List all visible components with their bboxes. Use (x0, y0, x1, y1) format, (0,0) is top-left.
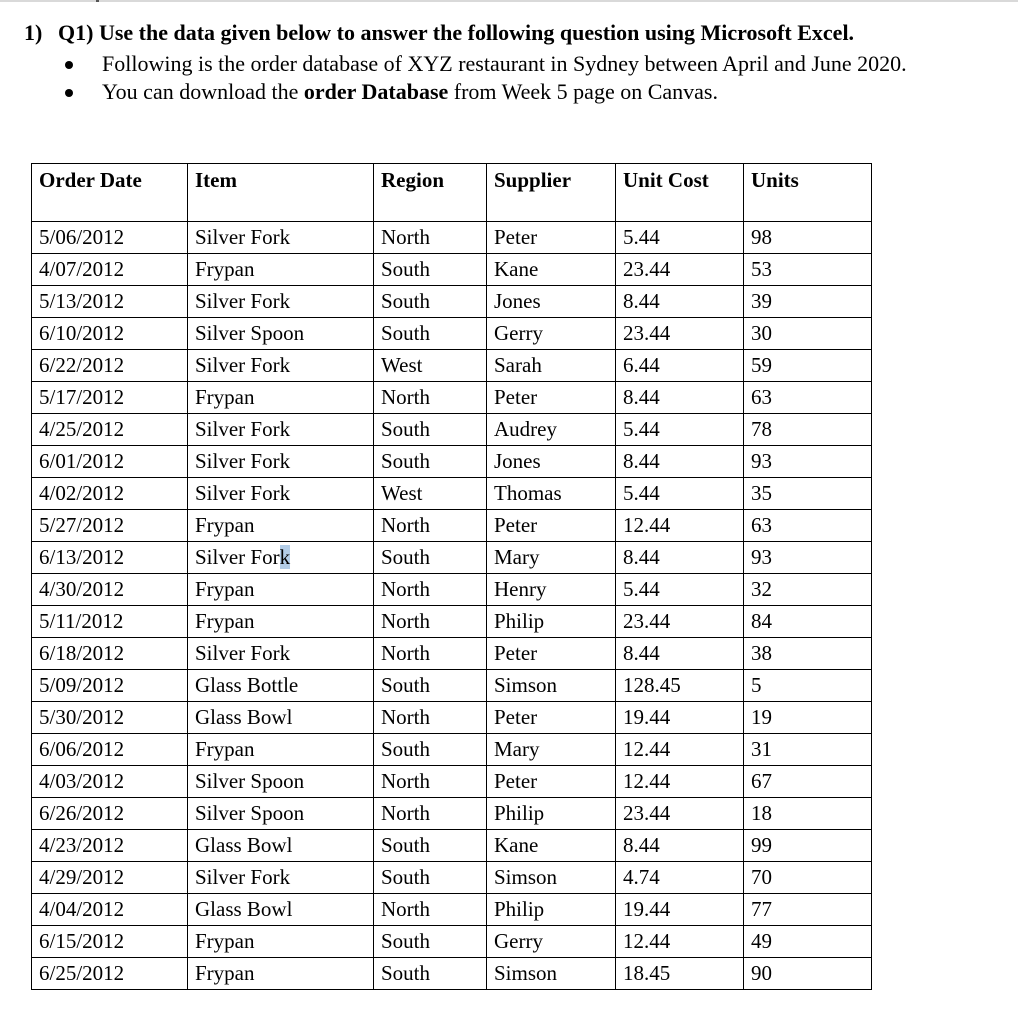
cell-units: 93 (744, 542, 872, 574)
question-heading (24, 20, 854, 46)
cell-item: Silver Fork (188, 286, 374, 318)
cell-units: 78 (744, 414, 872, 446)
cell-units: 70 (744, 862, 872, 894)
cell-units: 18 (744, 798, 872, 830)
cell-unit-cost: 8.44 (616, 446, 744, 478)
cell-supplier: Peter (487, 702, 616, 734)
cell-supplier: Peter (487, 510, 616, 542)
cell-region: North (374, 638, 487, 670)
cell-units: 77 (744, 894, 872, 926)
table-row (32, 254, 872, 286)
cell-unit-cost: 12.44 (616, 510, 744, 542)
cell-item (188, 542, 374, 574)
cell-unit-cost: 23.44 (616, 318, 744, 350)
cell-unit-cost: 8.44 (616, 542, 744, 574)
cell-supplier: Jones (487, 286, 616, 318)
cell-supplier: Philip (487, 606, 616, 638)
cell-item: Silver Spoon (188, 766, 374, 798)
cell-units: 63 (744, 510, 872, 542)
cell-item: Frypan (188, 606, 374, 638)
cell-supplier: Sarah (487, 350, 616, 382)
cell-unit-cost: 8.44 (616, 638, 744, 670)
bullet-icon (65, 61, 73, 69)
cell-item: Silver Fork (188, 446, 374, 478)
header-units: Units (744, 164, 872, 222)
cell-unit-cost: 6.44 (616, 350, 744, 382)
cell-item: Silver Spoon (188, 798, 374, 830)
cell-unit-cost: 5.44 (616, 222, 744, 254)
header-item: Item (188, 164, 374, 222)
cell-unit-cost: 23.44 (616, 606, 744, 638)
cell-item: Silver Fork (188, 862, 374, 894)
cell-supplier: Simson (487, 958, 616, 990)
question-text: Q1) Use the data given below to answer the following question using Microsoft Excel. (58, 20, 855, 45)
instruction-suffix: from Week 5 page on Canvas. (448, 79, 718, 104)
cell-item: Glass Bottle (188, 670, 374, 702)
cell-order-date: 6/06/2012 (32, 734, 188, 766)
cell-region: South (374, 734, 487, 766)
table-row (32, 958, 872, 990)
cell-item: Frypan (188, 734, 374, 766)
cell-order-date: 5/27/2012 (32, 510, 188, 542)
cell-supplier: Gerry (487, 318, 616, 350)
cell-units: 30 (744, 318, 872, 350)
cell-order-date: 6/10/2012 (32, 318, 188, 350)
cell-order-date: 6/18/2012 (32, 638, 188, 670)
header-supplier: Supplier (487, 164, 616, 222)
cell-order-date: 5/06/2012 (32, 222, 188, 254)
cell-order-date: 5/09/2012 (32, 670, 188, 702)
cell-supplier: Peter (487, 382, 616, 414)
cell-item: Frypan (188, 958, 374, 990)
cell-item: Silver Fork (188, 478, 374, 510)
cell-region: South (374, 446, 487, 478)
table-row (32, 670, 872, 702)
cell-region: North (374, 510, 487, 542)
cell-supplier: Simson (487, 670, 616, 702)
cell-units: 53 (744, 254, 872, 286)
cell-item: Silver Fork (188, 638, 374, 670)
page-top-mark (96, 0, 99, 2)
cell-order-date: 6/26/2012 (32, 798, 188, 830)
cell-region: South (374, 318, 487, 350)
table-row (32, 446, 872, 478)
table-row (32, 766, 872, 798)
table-header-row (32, 164, 872, 222)
cell-item: Frypan (188, 254, 374, 286)
cell-text: Silver For (195, 545, 280, 569)
cell-item: Frypan (188, 510, 374, 542)
cell-item: Silver Spoon (188, 318, 374, 350)
cell-item: Glass Bowl (188, 894, 374, 926)
cell-units: 99 (744, 830, 872, 862)
cell-order-date: 4/30/2012 (32, 574, 188, 606)
instruction-list (62, 50, 962, 106)
cell-order-date: 6/01/2012 (32, 446, 188, 478)
table-body (32, 222, 872, 990)
cell-item: Silver Fork (188, 350, 374, 382)
cell-supplier: Philip (487, 798, 616, 830)
cell-unit-cost: 19.44 (616, 894, 744, 926)
header-region: Region (374, 164, 487, 222)
cell-order-date: 5/30/2012 (32, 702, 188, 734)
cell-region: West (374, 350, 487, 382)
cell-units: 19 (744, 702, 872, 734)
cell-units: 35 (744, 478, 872, 510)
cell-unit-cost: 8.44 (616, 286, 744, 318)
cell-item: Frypan (188, 382, 374, 414)
cell-supplier: Mary (487, 734, 616, 766)
cell-supplier: Jones (487, 446, 616, 478)
cell-region: North (374, 574, 487, 606)
cell-supplier: Philip (487, 894, 616, 926)
table-row (32, 318, 872, 350)
table-row (32, 734, 872, 766)
cell-unit-cost: 12.44 (616, 926, 744, 958)
instruction-item (62, 78, 962, 105)
cell-supplier: Simson (487, 862, 616, 894)
cell-units: 90 (744, 958, 872, 990)
header-unit-cost: Unit Cost (616, 164, 744, 222)
cell-supplier: Audrey (487, 414, 616, 446)
cell-region: North (374, 702, 487, 734)
cell-region: South (374, 670, 487, 702)
cell-region: South (374, 830, 487, 862)
header-order-date: Order Date (32, 164, 188, 222)
table-row (32, 414, 872, 446)
cell-units: 98 (744, 222, 872, 254)
table-row (32, 478, 872, 510)
table-row (32, 798, 872, 830)
page-top-rule (0, 0, 1018, 2)
cell-region: South (374, 414, 487, 446)
cell-supplier: Kane (487, 830, 616, 862)
table-row (32, 702, 872, 734)
cell-region: West (374, 478, 487, 510)
cell-supplier: Mary (487, 542, 616, 574)
cell-order-date: 4/07/2012 (32, 254, 188, 286)
cell-order-date: 6/25/2012 (32, 958, 188, 990)
cell-unit-cost: 12.44 (616, 766, 744, 798)
table-row (32, 574, 872, 606)
table-row (32, 382, 872, 414)
cell-item: Silver Fork (188, 414, 374, 446)
table-row (32, 510, 872, 542)
cell-region: North (374, 382, 487, 414)
cell-units: 67 (744, 766, 872, 798)
cell-region: North (374, 222, 487, 254)
cell-order-date: 5/11/2012 (32, 606, 188, 638)
instruction-item (62, 50, 962, 77)
cell-order-date: 4/23/2012 (32, 830, 188, 862)
cell-item: Glass Bowl (188, 830, 374, 862)
table-row (32, 286, 872, 318)
cell-units: 93 (744, 446, 872, 478)
cell-item: Frypan (188, 926, 374, 958)
cell-region: North (374, 798, 487, 830)
cell-supplier: Peter (487, 638, 616, 670)
table-row (32, 638, 872, 670)
cell-region: South (374, 958, 487, 990)
cell-unit-cost: 5.44 (616, 574, 744, 606)
cell-units: 84 (744, 606, 872, 638)
cell-supplier: Kane (487, 254, 616, 286)
cell-region: North (374, 894, 487, 926)
instruction-text: Following is the order database of XYZ restaurant in Sydney between April and June 2020. (102, 51, 907, 76)
cell-order-date: 4/04/2012 (32, 894, 188, 926)
cell-units: 39 (744, 286, 872, 318)
cell-region: North (374, 606, 487, 638)
cell-supplier: Thomas (487, 478, 616, 510)
cell-region: South (374, 542, 487, 574)
cell-item: Glass Bowl (188, 702, 374, 734)
table-row (32, 830, 872, 862)
table-row (32, 350, 872, 382)
cell-unit-cost: 5.44 (616, 414, 744, 446)
cell-region: South (374, 926, 487, 958)
cell-unit-cost: 19.44 (616, 702, 744, 734)
cell-units: 38 (744, 638, 872, 670)
cell-units: 5 (744, 670, 872, 702)
instruction-bold: order Database (303, 79, 449, 104)
instruction-prefix: You can download the (102, 79, 304, 104)
cell-unit-cost: 23.44 (616, 254, 744, 286)
cell-item: Silver Fork (188, 222, 374, 254)
cell-unit-cost: 8.44 (616, 830, 744, 862)
cell-supplier: Peter (487, 766, 616, 798)
table-row (32, 222, 872, 254)
cell-units: 63 (744, 382, 872, 414)
text-selection-highlight: k (279, 545, 291, 569)
table-row (32, 926, 872, 958)
cell-units: 49 (744, 926, 872, 958)
cell-region: South (374, 254, 487, 286)
cell-unit-cost: 5.44 (616, 478, 744, 510)
cell-order-date: 6/13/2012 (32, 542, 188, 574)
table-row (32, 542, 872, 574)
cell-unit-cost: 4.74 (616, 862, 744, 894)
cell-order-date: 5/13/2012 (32, 286, 188, 318)
cell-order-date: 4/02/2012 (32, 478, 188, 510)
cell-supplier: Henry (487, 574, 616, 606)
cell-order-date: 4/29/2012 (32, 862, 188, 894)
cell-order-date: 6/22/2012 (32, 350, 188, 382)
cell-order-date: 4/03/2012 (32, 766, 188, 798)
cell-unit-cost: 12.44 (616, 734, 744, 766)
table-row (32, 894, 872, 926)
cell-unit-cost: 128.45 (616, 670, 744, 702)
question-number: 1) (24, 20, 43, 45)
cell-unit-cost: 23.44 (616, 798, 744, 830)
order-database-table (31, 163, 872, 990)
cell-supplier: Gerry (487, 926, 616, 958)
cell-item: Frypan (188, 574, 374, 606)
cell-unit-cost: 18.45 (616, 958, 744, 990)
cell-region: North (374, 766, 487, 798)
bullet-icon (65, 89, 73, 97)
cell-region: South (374, 862, 487, 894)
cell-order-date: 5/17/2012 (32, 382, 188, 414)
cell-order-date: 6/15/2012 (32, 926, 188, 958)
cell-units: 31 (744, 734, 872, 766)
table-row (32, 862, 872, 894)
cell-units: 59 (744, 350, 872, 382)
cell-unit-cost: 8.44 (616, 382, 744, 414)
cell-supplier: Peter (487, 222, 616, 254)
table-row (32, 606, 872, 638)
cell-order-date: 4/25/2012 (32, 414, 188, 446)
cell-units: 32 (744, 574, 872, 606)
cell-region: South (374, 286, 487, 318)
